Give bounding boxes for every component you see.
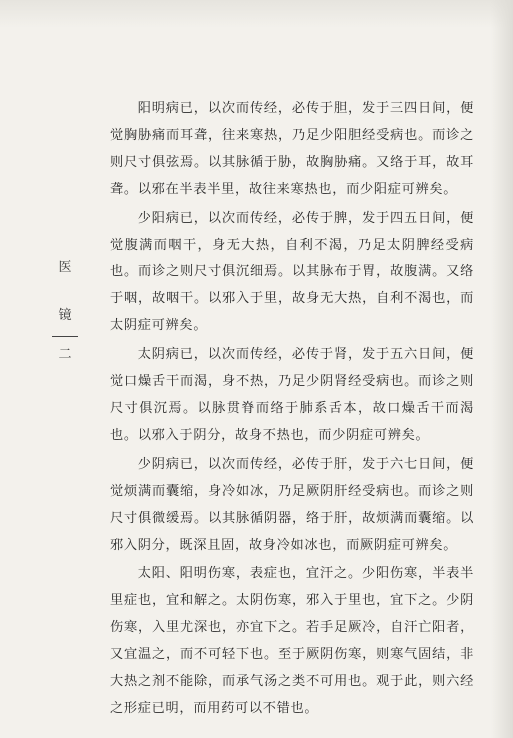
- body-text: [110, 96, 474, 725]
- page-top-shading: [0, 0, 513, 28]
- paragraph-summary: 太阳、阳明伤寒，表症也，宜汗之。少阳伤寒，半表半里症也，宜和解之。太阴伤寒，邪入于里也，宜下之。少阴伤寒，入里尤深也，亦宜下之。若手足厥冷，自汗亡阳者，又宜温之，而不可轻下也。至于厥阴伤寒，则寒气固结，非大热之剂不能除，而承气汤之类不可用也。观于此，则六经之形症已明，而用药可以不错也。: [110, 566, 474, 716]
- paragraph-shaoyang: 少阳病已，以次而传经，必传于脾，发于四五日间，便觉腹满而咽干，身无大热，自利不渴，乃足太阴脾经受病也。而诊之则尺寸俱沉细焉。以其脉布于胃，故腹满。又络于咽，故咽干。以邪入于里，故身无大热，自利不渴也，而太阴症可辨矣。: [110, 210, 474, 334]
- running-title-char-1: 医: [58, 260, 72, 275]
- page-gutter-shading: [491, 0, 513, 738]
- page-number: 二: [58, 347, 72, 362]
- running-title-char-2: 镜: [58, 308, 72, 323]
- paragraph-yangming: 阳明病已，以次而传经，必传于胆，发于三四日间，便觉胸胁痛而耳聋，往来寒热，乃足少阳胆经受病也。而诊之则尺寸俱弦焉。以其脉循于胁，故胸胁痛。又络于耳，故耳聋。以邪在半表半里，故往来寒热也，而少阳症可辨矣。: [110, 101, 474, 197]
- running-title-column: [50, 258, 80, 365]
- running-title-rule: [52, 336, 78, 337]
- paragraph-shaoyin: 少阴病已，以次而传经，必传于肝，发于六七日间，便觉烦满而囊缩，身冷如冰，乃足厥阴肝经受病也。而诊之则尺寸俱微缓焉。以其脉循阴器，络于肝，故烦满而囊缩。以邪入阴分，既深且固，故身冷如冰也，而厥阴症可辨矣。: [110, 456, 474, 553]
- paragraph-taiyin: 太阴病已，以次而传经，必传于肾，发于五六日间，便觉口燥舌干而渴，身不热，乃足少阴肾经受病也。而诊之则尺寸俱沉焉。以脉贯脊而络于肺系舌本，故口燥舌干而渴也。以邪入于阴分，故身不热也，而少阴症可辨矣。: [110, 347, 474, 443]
